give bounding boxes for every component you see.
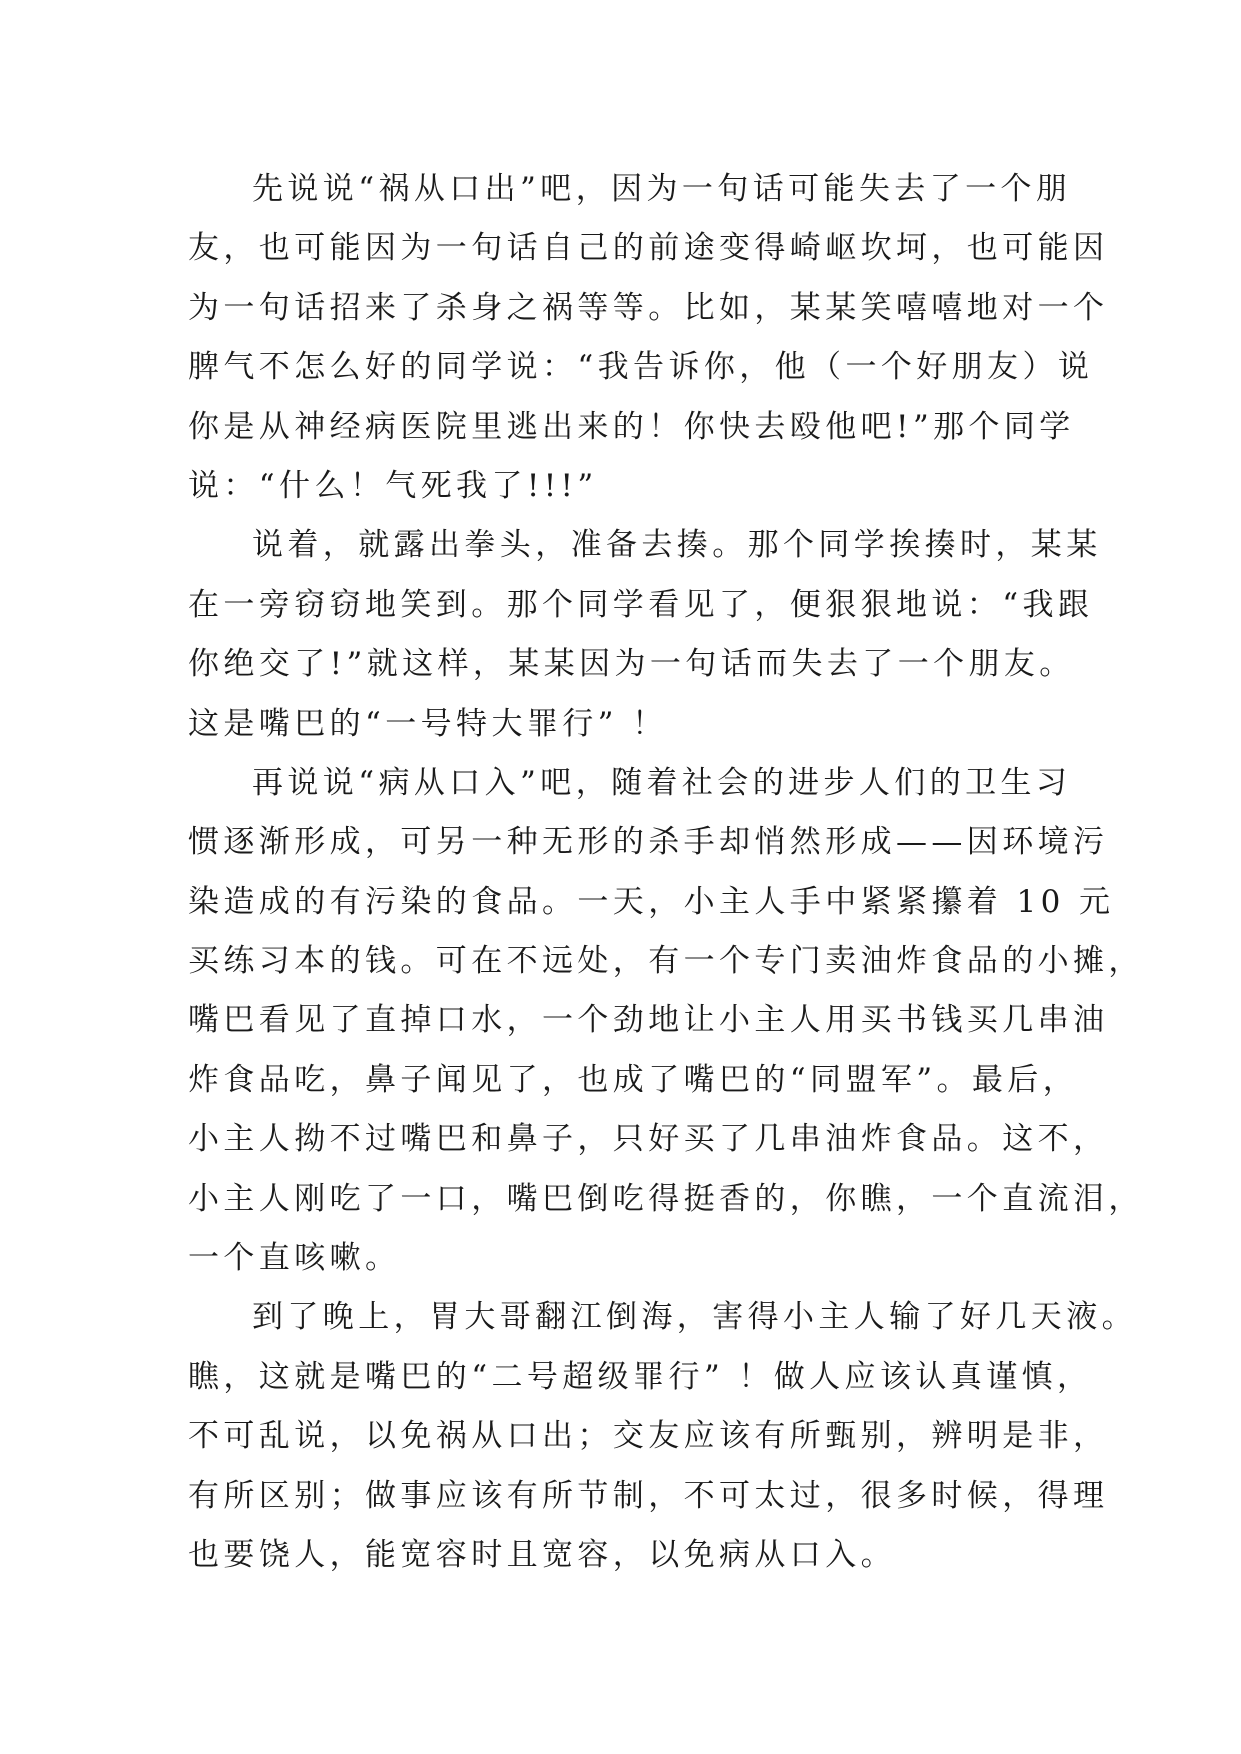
paragraph-line: 小主人拗不过嘴巴和鼻子，只好买了几串油炸食品。这不， — [188, 1121, 1109, 1158]
essay-body — [188, 160, 1144, 1585]
paragraph-line: 不可乱说，以免祸从口出；交友应该有所甄别，辨明是非， — [188, 1418, 1109, 1455]
paragraph-4 — [188, 1288, 1137, 1585]
paragraph-line: 在一旁窃窃地笑到。那个同学看见了，便狠狠地说：“我跟 — [188, 586, 1094, 623]
paragraph-line: 说：“什么！气死我了!!!” — [188, 467, 598, 504]
paragraph-line: 到了晚上，胃大哥翻江倒海，害得小主人输了好几天液。 — [252, 1299, 1137, 1336]
paragraph-line: 脾气不怎么好的同学说：“我告诉你，他（一个好朋友）说 — [188, 349, 1094, 386]
paragraph-line: 再说说“病从口入”吧，随着社会的进步人们的卫生习 — [252, 764, 1072, 801]
paragraph-line: 为一句话招来了杀身之祸等等。比如，某某笑嘻嘻地对一个 — [188, 289, 1109, 326]
paragraph-line: 先说说“祸从口出”吧，因为一句话可能失去了一个朋 — [252, 171, 1072, 207]
paragraph-line: 惯逐渐形成，可另一种无形的杀手却悄然形成——因环境污 — [188, 824, 1109, 861]
paragraph-line: 说着，就露出拳头，准备去揍。那个同学挨揍时，某某 — [252, 527, 1102, 564]
paragraph-line: 瞧，这就是嘴巴的“二号超级罪行” ！做人应该认真谨慎， — [188, 1358, 1093, 1395]
paragraph-line: 嘴巴看见了直掉口水，一个劲地让小主人用买书钱买几串油 — [188, 1002, 1109, 1039]
paragraph-line: 染造成的有污染的食品。一天，小主人手中紧紧攥着 10 元 — [188, 883, 1115, 920]
paragraph-line: 一个直咳嗽。 — [188, 1240, 401, 1277]
paragraph-line: 有所区别；做事应该有所节制，不可太过，很多时候，得理 — [188, 1477, 1109, 1514]
paragraph-2 — [188, 516, 1102, 754]
paragraph-line: 你绝交了!”就这样，某某因为一句话而失去了一个朋友。 — [188, 646, 1075, 683]
paragraph-line: 小主人刚吃了一口，嘴巴倒吃得挺香的，你瞧，一个直流泪， — [188, 1180, 1144, 1217]
paragraph-line: 这是嘴巴的“一号特大罪行” ！ — [188, 705, 668, 742]
paragraph-line: 也要饶人，能宽容时且宽容，以免病从口入。 — [188, 1536, 896, 1573]
paragraph-1 — [188, 160, 1109, 516]
paragraph-3 — [188, 754, 1144, 1289]
paragraph-line: 你是从神经病医院里逃出来的！你快去殴他吧!”那个同学 — [188, 408, 1075, 445]
paragraph-line: 买练习本的钱。可在不远处，有一个专门卖油炸食品的小摊， — [188, 943, 1144, 980]
paragraph-line: 炸食品吃，鼻子闻见了，也成了嘴巴的“同盟军”。最后， — [188, 1061, 1079, 1098]
paragraph-line: 友，也可能因为一句话自己的前途变得崎岖坎坷，也可能因 — [188, 230, 1109, 267]
